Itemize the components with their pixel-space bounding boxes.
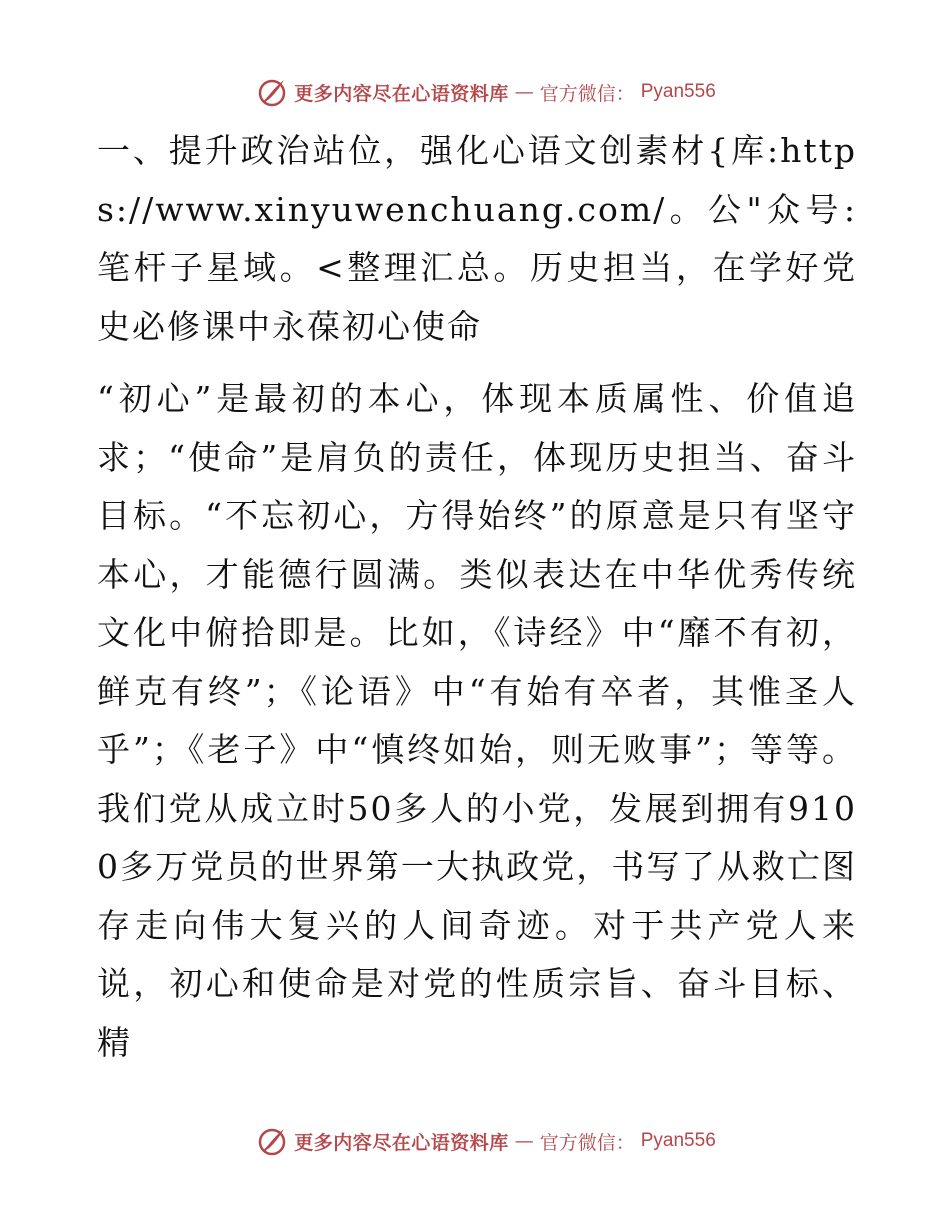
paragraph-body: “初心”是最初的本心，体现本质属性、价值追求；“使命”是肩负的责任，体现历史担当、奋斗目标。“不忘初心，方得始终”的原意是只有坚守本心，才能德行圆满。类似表达在中华优秀传统文化中俯拾即是。比如，《诗经》中“靡不有初，鲜克有终”；《论语》中“有始有卒者，其惟圣人乎”；《老子》中“慎终如始，则无败事”；等等。我们党从成立时50多人的小党，发展到拥有9100多万党员的世界第一大执政党，书写了从救亡图存走向伟大复兴的人间奇迹。对于共产党人来说，初心和使命是对党的性质宗旨、奋斗目标、精 (97, 379, 857, 1062)
banner-separator: — (514, 81, 534, 103)
banner-separator: — (514, 1130, 534, 1152)
banner-wechat-id: Pyan556 (640, 1130, 716, 1151)
document-body (97, 122, 857, 1072)
banner-wechat-id: Pyan556 (640, 81, 716, 102)
banner-brand-text: 更多内容尽在心语资料库 (294, 1131, 509, 1154)
banner-content (256, 1125, 716, 1157)
banner-wechat-label: 官方微信： (539, 82, 635, 105)
quill-pen-logo-icon (256, 76, 288, 108)
header-banner (0, 72, 950, 112)
banner-brand-text: 更多内容尽在心语资料库 (294, 82, 509, 105)
paragraph-heading: 一、提升政治站位，强化心语文创素材{库:https://www.xinyuwenchuang.com/。公"众号:笔杆子星域。<整理汇总。历史担当，在学好党史必修课中永葆初心使命 (97, 131, 857, 346)
footer-banner (0, 1121, 950, 1161)
banner-wechat-label: 官方微信： (539, 1131, 635, 1154)
quill-pen-logo-icon (256, 1125, 288, 1157)
banner-content (256, 76, 716, 108)
